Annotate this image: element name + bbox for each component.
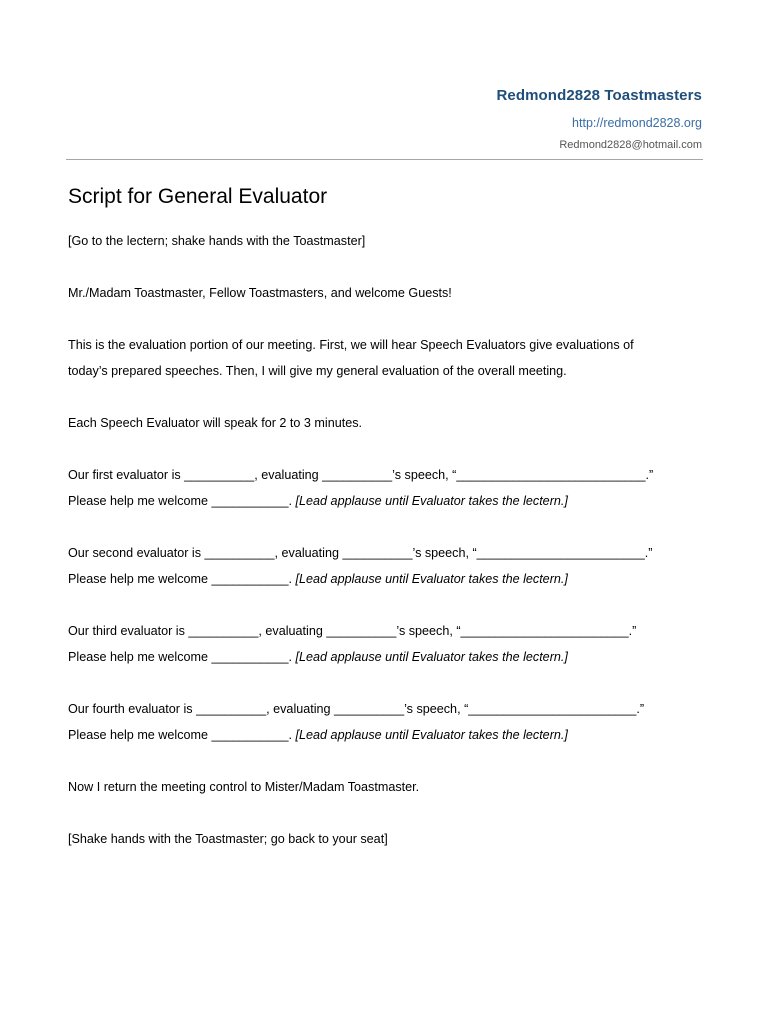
welcome-text: Please help me welcome ___________. bbox=[68, 494, 296, 508]
time-limit-paragraph: Each Speech Evaluator will speak for 2 to 3 minutes. bbox=[68, 416, 363, 430]
evaluator-intro-3: Our third evaluator is __________, evaluating __________’s speech, “________________________.” bbox=[68, 624, 637, 638]
organization-name: Redmond2828 Toastmasters bbox=[496, 87, 702, 104]
header-divider bbox=[66, 159, 703, 160]
evaluator-intro-2: Our second evaluator is __________, evaluating __________’s speech, “________________________.” bbox=[68, 546, 653, 560]
evaluator-welcome-4 bbox=[68, 722, 708, 748]
evaluator-intro-4: Our fourth evaluator is __________, evaluating __________’s speech, “________________________.” bbox=[68, 702, 645, 716]
evaluator-intro-1: Our first evaluator is __________, evaluating __________’s speech, “___________________________.” bbox=[68, 468, 654, 482]
organization-email: Redmond2828@hotmail.com bbox=[559, 139, 702, 151]
evaluator-welcome-3 bbox=[68, 644, 708, 670]
evaluator-welcome-2 bbox=[68, 566, 708, 592]
stage-direction: [Lead applause until Evaluator takes the lectern.] bbox=[295, 728, 568, 742]
welcome-text: Please help me welcome ___________. bbox=[68, 650, 296, 664]
welcome-text: Please help me welcome ___________. bbox=[68, 728, 296, 742]
evaluator-paragraph-2 bbox=[68, 540, 708, 592]
intro-line-2: today’s prepared speeches. Then, I will give my general evaluation of the overall meeting. bbox=[68, 364, 567, 378]
stage-direction: [Lead applause until Evaluator takes the lectern.] bbox=[295, 494, 568, 508]
evaluator-paragraph-4 bbox=[68, 696, 708, 748]
intro-line-1: This is the evaluation portion of our meeting. First, we will hear Speech Evaluators give evaluations of bbox=[68, 338, 634, 352]
evaluator-welcome-1 bbox=[68, 488, 708, 514]
greeting-paragraph: Mr./Madam Toastmaster, Fellow Toastmasters, and welcome Guests! bbox=[68, 286, 452, 300]
return-control-paragraph: Now I return the meeting control to Mister/Madam Toastmaster. bbox=[68, 780, 420, 794]
evaluator-paragraph-3 bbox=[68, 618, 708, 670]
stage-direction-start: [Go to the lectern; shake hands with the Toastmaster] bbox=[68, 234, 366, 248]
evaluator-paragraph-1 bbox=[68, 462, 708, 514]
document-title: Script for General Evaluator bbox=[68, 185, 328, 208]
welcome-text: Please help me welcome ___________. bbox=[68, 572, 296, 586]
stage-direction: [Lead applause until Evaluator takes the lectern.] bbox=[295, 650, 568, 664]
letterhead bbox=[496, 86, 702, 152]
document-body bbox=[68, 183, 708, 878]
intro-paragraph bbox=[68, 332, 708, 384]
stage-direction-end: [Shake hands with the Toastmaster; go back to your seat] bbox=[68, 832, 388, 846]
organization-url[interactable]: http://redmond2828.org bbox=[572, 116, 702, 130]
stage-direction: [Lead applause until Evaluator takes the lectern.] bbox=[295, 572, 568, 586]
